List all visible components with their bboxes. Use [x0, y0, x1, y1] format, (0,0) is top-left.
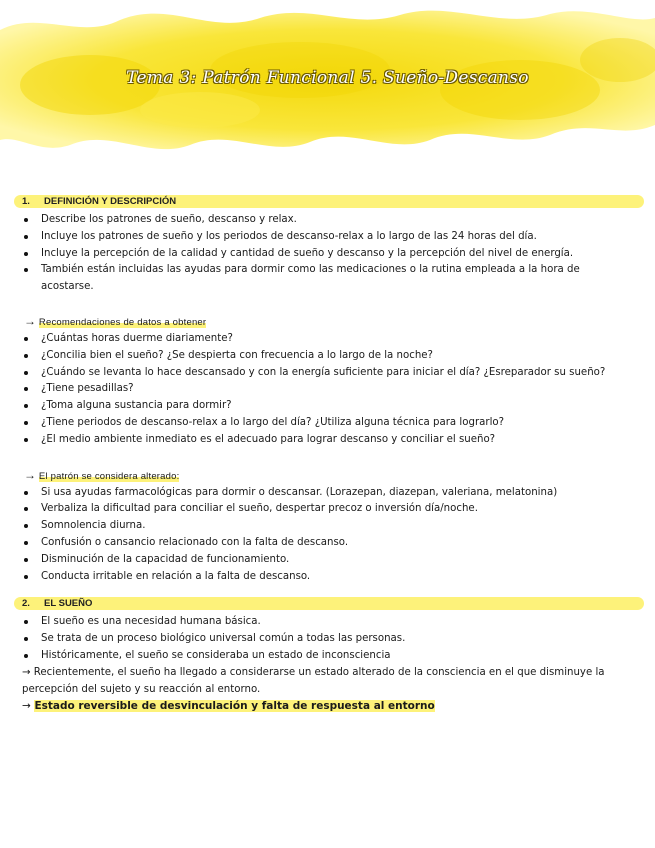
list-item: ¿Tiene periodos de descanso-relax a lo largo del día? ¿Utiliza alguna técnica para lograrlo? — [0, 415, 655, 432]
arrow-icon: → — [22, 666, 31, 678]
definition-list — [0, 212, 655, 296]
subheading-label: El patrón se considera alterado: — [38, 470, 180, 482]
sleep-list — [0, 614, 655, 664]
subheading-alterado — [24, 467, 655, 485]
paragraph-text: Recientemente, el sueño ha llegado a considerarse un estado alterado de la consciencia en el que disminuye la percepción del sujeto y su reacción al entorno. — [22, 666, 605, 695]
section-number: 2. — [22, 598, 30, 610]
arrow-icon: → — [24, 467, 36, 482]
list-item: ¿Toma alguna sustancia para dormir? — [0, 398, 655, 415]
list-item: Disminución de la capacidad de funcionamiento. — [0, 552, 655, 569]
list-item: ¿El medio ambiente inmediato es el adecuado para lograr descanso y conciliar el sueño? — [0, 432, 655, 449]
questions-list — [0, 331, 655, 449]
list-item: Somnolencia diurna. — [0, 518, 655, 535]
list-item: Conducta irritable en relación a la falta de descanso. — [0, 569, 655, 586]
section-title: DEFINICIÓN Y DESCRIPCIÓN — [44, 196, 177, 207]
section-title: EL SUEÑO — [44, 598, 93, 610]
section-heading-sueno — [14, 597, 644, 610]
list-item: Incluye la percepción de la calidad y cantidad de sueño y descanso y la percepción del nivel de energía. — [0, 246, 655, 263]
subheading-recomendaciones — [24, 313, 655, 331]
altered-pattern-list — [0, 485, 655, 586]
list-item: ¿Concilia bien el sueño? ¿Se despierta con frecuencia a lo largo de la noche? — [0, 348, 655, 365]
list-item: Incluye los patrones de sueño y los periodos de descanso-relax a lo largo de las 24 horas del día. — [0, 229, 655, 246]
list-item: Históricamente, el sueño se consideraba un estado de inconsciencia — [0, 648, 655, 665]
list-item: Si usa ayudas farmacológicas para dormir o descansar. (Lorazepan, diazepan, valeriana, melatonina) — [0, 485, 655, 502]
document-body — [0, 195, 655, 715]
subheading-label: Recomendaciones de datos a obtener — [38, 316, 207, 328]
list-item: ¿Cuándo se levanta lo hace descansado y con la energía suficiente para iniciar el día? ¿Esreparador su sueño? — [0, 365, 655, 382]
list-item: Se trata de un proceso biológico universal común a todas las personas. — [0, 631, 655, 648]
key-definition — [22, 698, 655, 715]
sleep-paragraph — [22, 665, 655, 699]
section-number: 1. — [22, 196, 30, 207]
arrow-icon: → — [22, 700, 31, 713]
list-item: Verbaliza la dificultad para conciliar el sueño, despertar precoz o inversión día/noche. — [0, 501, 655, 518]
list-item: ¿Tiene pesadillas? — [0, 381, 655, 398]
list-item: ¿Cuántas horas duerme diariamente? — [0, 331, 655, 348]
list-item: El sueño es una necesidad humana básica. — [0, 614, 655, 631]
list-item: Describe los patrones de sueño, descanso y relax. — [0, 212, 655, 229]
list-item: También están incluidas las ayudas para dormir como las medicaciones o la rutina empleada a la hora de acostarse. — [0, 262, 655, 296]
arrow-icon: → — [24, 313, 36, 328]
section-heading-definicion — [14, 195, 644, 208]
page-title: Tema 3: Patrón Funcional 5. Sueño-Descanso — [126, 68, 529, 88]
header-banner — [0, 0, 655, 160]
list-item: Confusión o cansancio relacionado con la falta de descanso. — [0, 535, 655, 552]
key-definition-text: Estado reversible de desvinculación y falta de respuesta al entorno — [34, 700, 435, 713]
